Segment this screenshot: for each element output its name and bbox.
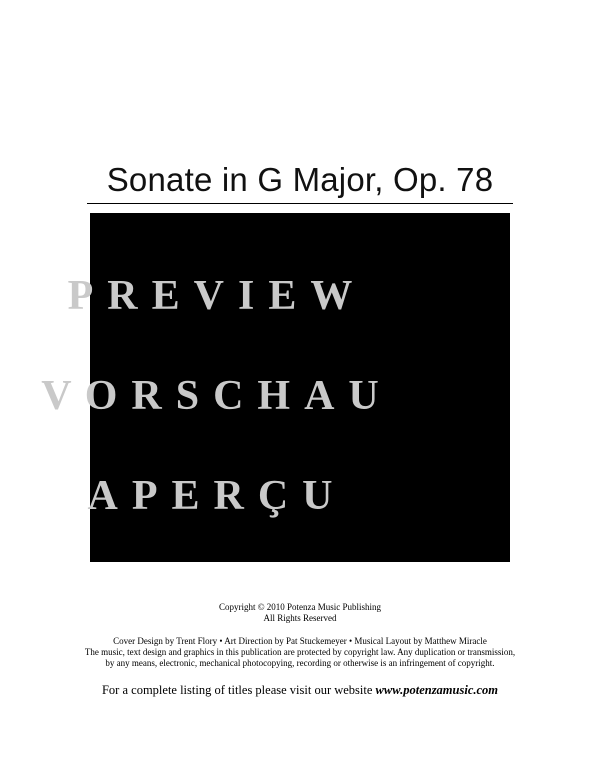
copyright-notice-line-1: The music, text design and graphics in this publication are protected by copyright law. Any duplication or transmission, xyxy=(84,647,516,657)
preview-word-english: PREVIEW xyxy=(67,273,367,319)
copyright-notice-line-2: by any means, electronic, mechanical photocopying, recording or otherwise is an infringement of copyright. xyxy=(105,658,495,668)
copyright-line: Copyright © 2010 Potenza Music Publishing xyxy=(218,602,382,612)
preview-word-german: VORSCHAU xyxy=(41,373,393,419)
website-link[interactable]: www.potenzamusic.com xyxy=(375,683,499,697)
credits-line: Cover Design by Trent Flory • Art Direction by Pat Stuckemeyer • Musical Layout by Matthew Miracle xyxy=(113,636,487,646)
preview-word-french: APERÇU xyxy=(87,473,347,519)
title-divider xyxy=(87,203,513,204)
page-title: Sonate in G Major, Op. 78 xyxy=(106,161,494,198)
listing-line xyxy=(0,682,600,698)
rights-reserved-line: All Rights Reserved xyxy=(263,613,337,623)
listing-text: For a complete listing of titles please visit our website xyxy=(101,683,376,697)
